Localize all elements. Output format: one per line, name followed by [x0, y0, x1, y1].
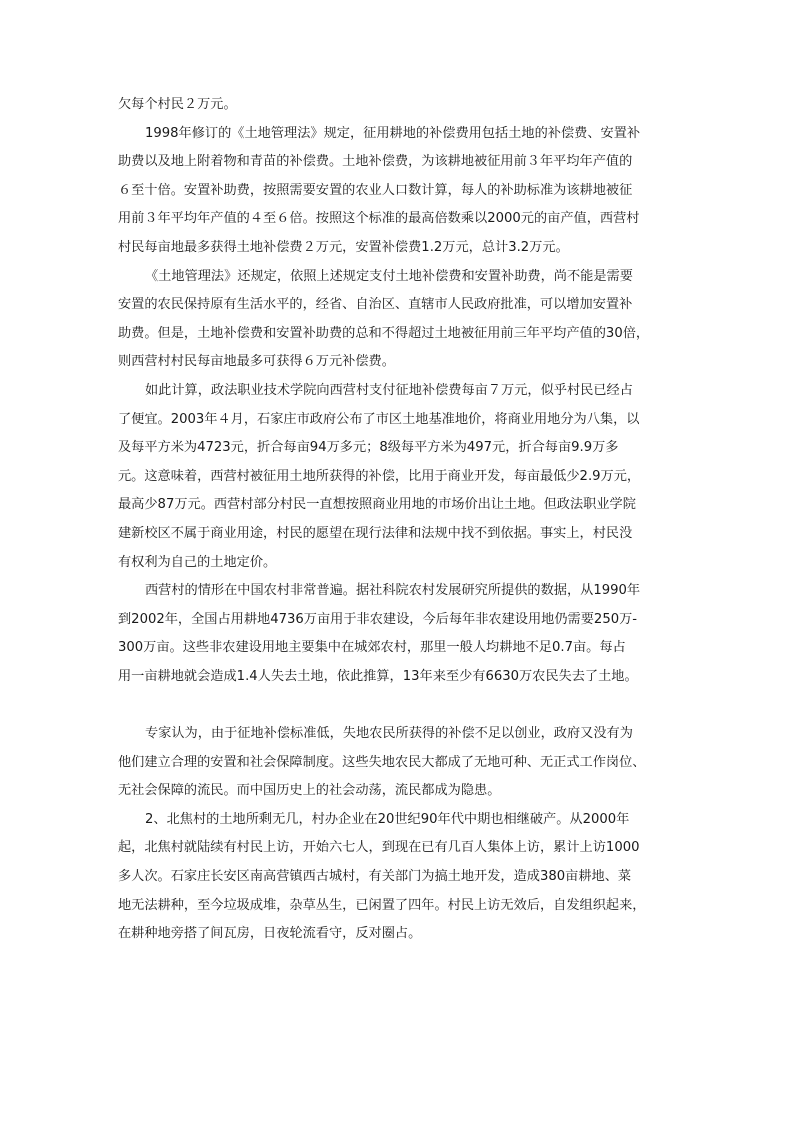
text-line: 他们建立合理的安置和社会保障制度。这些失地农民大都成了无地可种、无正式工作岗位、 — [118, 754, 646, 770]
text-line: 到2002年，全国占用耕地4736万亩用于非农建设，今后每年非农建设用地仍需要250万- — [118, 611, 638, 627]
text-line: 及每平方米为4723元，折合每亩94万多元；8级每平方米为497元，折合每亩9.9万多 — [118, 440, 619, 456]
text-line: 助费以及地上附着物和青苗的补偿费。土地补偿费，为该耕地被征用前３年平均年产值的 — [118, 154, 633, 170]
text-line: 建新校区不属于商业用途，村民的愿望在现行法律和法规中找不到依据。事实上，村民没 — [118, 525, 633, 541]
text-line: 最高少87万元。西营村部分村民一直想按照商业用地的市场价出让土地。但政法职业学院 — [118, 497, 636, 513]
text-line: 欠每个村民２万元。 — [118, 97, 237, 112]
paragraph-continuation — [118, 91, 684, 120]
text-line: 则西营村村民每亩地最多可获得６万元补偿费。 — [118, 354, 395, 370]
text-line: 无社会保障的流民。而中国历史上的社会动荡，流民都成为隐患。 — [118, 783, 501, 799]
text-line: 专家认为，由于征地补偿标准低，失地农民所获得的补偿不足以创业，政府又没有为 — [145, 726, 633, 742]
paragraph-rural-situation — [118, 577, 684, 691]
text-line: 起，北焦村就陆续有村民上访，开始六七人，到现在已有几百人集体上访，累计上访1000 — [118, 840, 640, 856]
paragraph-calculation — [118, 377, 684, 577]
text-line: 村民每亩地最多获得土地补偿费２万元，安置补偿费1.2万元，总计3.2万元。 — [118, 239, 569, 255]
text-line: 《土地管理法》还规定，依照上述规定支付土地补偿费和安置补助费，尚不能是需要 — [145, 268, 633, 284]
text-line: 元。这意味着，西营村被征用土地所获得的补偿，比用于商业开发，每亩最低少2.9万元， — [118, 468, 641, 484]
text-line: 300万亩。这些非农建设用地主要集中在城郊农村，那里一般人均耕地不足0.7亩。每占 — [118, 640, 626, 656]
text-line: 2、北焦村的土地所剩无几，村办企业在20世纪90年代中期也相继破产。从2000年 — [145, 811, 630, 827]
text-line: ６至十倍。安置补助费，按照需要安置的农业人口数计算，每人的补助标准为该耕地被征 — [118, 182, 633, 198]
document-body — [118, 91, 684, 949]
text-line: 了便宜。2003年４月，石家庄市政府公布了市区土地基准地价，将商业用地分为八集，以 — [118, 411, 640, 427]
text-line: 西营村的情形在中国农村非常普遍。据社科院农村发展研究所提供的数据，从1990年 — [145, 583, 641, 599]
text-line: 地无法耕种，至今垃圾成堆，杂草丛生，已闲置了四年。村民上访无效后，自发组织起来， — [118, 897, 646, 913]
paragraph-expert-opinion — [118, 720, 684, 806]
blank-line — [118, 691, 684, 720]
paragraph-land-law-compensation — [118, 120, 684, 263]
text-line: 用一亩耕地就会造成1.4人失去土地，依此推算，13年来至少有6630万农民失去了土地。 — [118, 668, 638, 684]
text-line: 有权利为自己的土地定价。 — [118, 554, 277, 570]
paragraph-land-law-provision — [118, 263, 684, 377]
text-line: 如此计算，政法职业技术学院向西营村支付征地补偿费每亩７万元，似乎村民已经占 — [145, 382, 633, 398]
text-line: 多人次。石家庄长安区南高营镇西古城村，有关部门为搞土地开发，造成380亩耕地、菜 — [118, 869, 632, 885]
text-line: 安置的农民保持原有生活水平的，经省、自治区、直辖市人民政府批准，可以增加安置补 — [118, 297, 633, 313]
text-line: 在耕种地旁搭了间瓦房，日夜轮流看守，反对圈占。 — [118, 926, 422, 942]
text-line: 1998年修订的《土地管理法》规定，征用耕地的补偿费用包括土地的补偿费、安置补 — [145, 125, 641, 141]
paragraph-beijiao-village — [118, 806, 684, 949]
text-line: 用前３年平均年产值的４至６倍。按照这个标准的最高倍数乘以2000元的亩产值，西营村 — [118, 211, 640, 227]
text-line: 助费。但是，土地补偿费和安置补助费的总和不得超过土地被征用前三年平均产值的30倍， — [118, 325, 650, 341]
